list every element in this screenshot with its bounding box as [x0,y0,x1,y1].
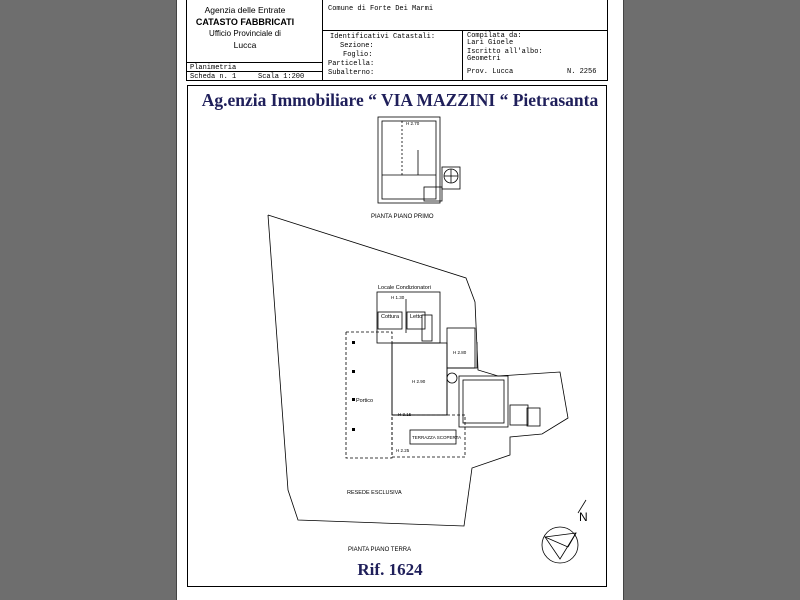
iscritto-label: Iscritto all'albo: [467,48,543,56]
compilatore: Lari Gioele [467,39,514,47]
locale-label: Locale Condizionatori [378,285,431,291]
compass-circle [542,527,578,563]
compass-line [568,533,576,547]
compass-needle [545,533,576,559]
first-floor-outline [378,117,440,203]
column [352,341,355,344]
column [352,398,355,401]
height-label: H 2.25 [396,448,410,453]
height-label: H 1.30 [391,295,405,300]
foglio-label: Foglio: [343,51,373,59]
room-outline [447,328,475,368]
sezione-label: Sezione: [340,42,374,50]
scheda-label: Scheda n. 1 [190,73,237,81]
spiral-stair [447,373,457,383]
scala-label: Scala 1:200 [258,73,305,81]
portico-label: Portico [356,398,374,404]
bath-box [527,408,540,426]
agency-title: Ag.enzia Immobiliare “ VIA MAZZINI “ Pietrasanta [201,90,599,110]
height-label: H 2.70 [406,121,420,126]
room-inner [463,380,504,423]
column [352,428,355,431]
sheet-edge [623,0,624,600]
lot-boundary [268,215,568,526]
cottura-label: Cottura [381,314,400,320]
ground-floor-label: PIANTA PIANO TERRA [348,547,412,553]
numero: N. 2256 [567,68,597,76]
height-label: H 3.15 [398,412,412,417]
resede-label: RESEDE ESCLUSIVA [347,490,402,496]
identificativi-label: Identificativi Catastali: [330,33,436,41]
height-label: H 2.80 [453,350,467,355]
letto-label: Letto [410,314,423,320]
planimetria-label: Planimetria [190,64,237,72]
room-outline [459,376,508,427]
sheet-edge [176,0,177,600]
subalterno-label: Subalterno: [328,69,375,77]
office-line: Ufficio Provinciale di [209,29,281,38]
portico-outline [346,332,392,458]
bath-box [510,405,528,425]
provincia: Prov. Lucca [467,68,514,76]
comune: Comune di Forte Dei Marmi [328,5,434,13]
north-label: N [579,510,588,524]
first-floor-label: PIANTA PIANO PRIMO [371,214,434,220]
height-label: H 2.90 [412,379,426,384]
bath-box [422,315,432,341]
reference-number: Rif. 1624 [357,560,423,579]
albo: Geometri [467,55,501,63]
office-line: Lucca [233,40,257,50]
column [352,370,355,373]
office-line: Agenzia delle Entrate [204,5,286,15]
particella-label: Particella: [328,60,375,68]
office-line: CATASTO FABBRICATI [195,17,295,27]
compilata-label: Compilata da: [467,32,522,40]
terrazza-label: TERRAZZA SCOPERTA [412,435,462,440]
